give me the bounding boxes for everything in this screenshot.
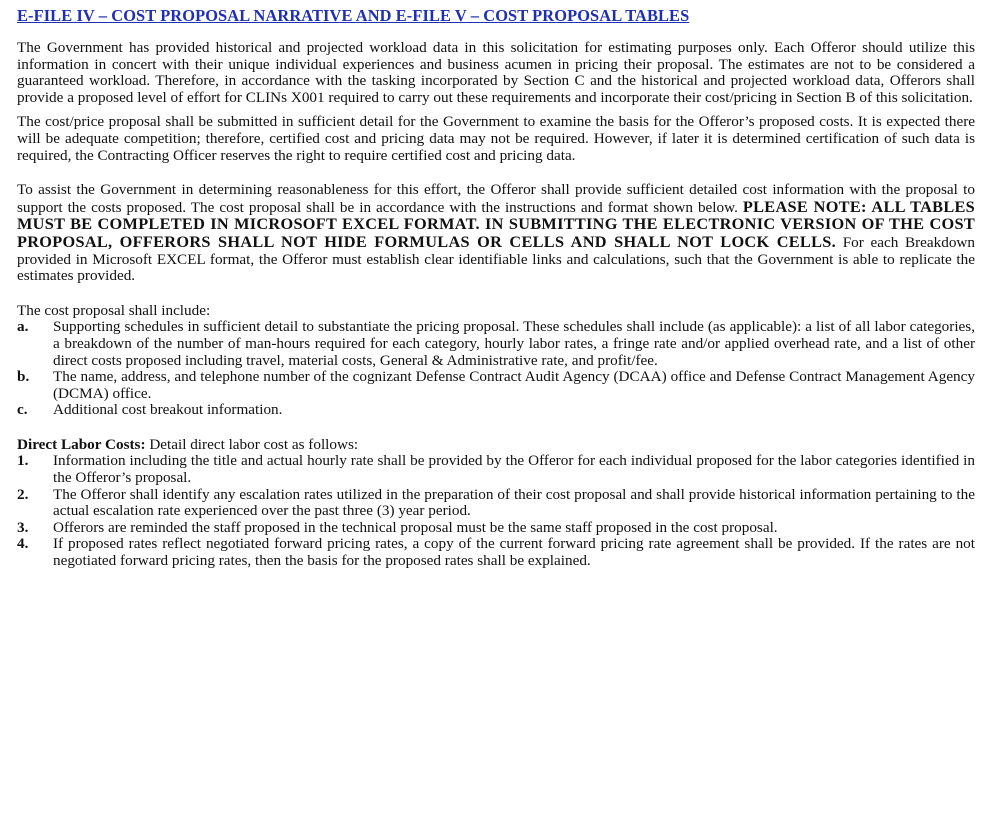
list-item-text: The name, address, and telephone number of the cognizant Defense Contract Audit Agency (DCAA) office and Defense Contract Management Agency (DCMA) office. <box>53 368 975 402</box>
list-item-text: Supporting schedules in sufficient detail to substantiate the pricing proposal. These schedules shall include (as applicable): a list of all labor categories, a breakdown of the number of man-hours required for each category, hourly labor rates, a fringe rate and/or applied overhead rate, and a list of other direct costs proposed including travel, material costs, General & Administrative rate, and profit/fee. <box>53 318 975 369</box>
assist-text-end: For each Breakdown provided in Microsoft EXCEL format, the Offeror must establish clear identifiable links and calculations, such that the Government is able to replicate the estimates provided. <box>17 233 975 285</box>
list-marker: 2. <box>17 485 29 503</box>
list-item-text: Additional cost breakout information. <box>53 401 283 419</box>
list-item-text: The Offeror shall identify any escalation rates utilized in the preparation of their cost proposal and shall provide historical information pertaining to the actual escalation rate experienced over the past three (3) year period. <box>53 485 975 520</box>
assist-text-start: To assist the Government in determining reasonableness for this effort, the Offeror shall provide sufficient detailed cost information with the proposal to support the costs proposed. The cost proposal shall be in accordance with the instructions and format shown below. <box>17 181 975 216</box>
direct-labor-label: Direct Labor Costs: <box>17 435 146 453</box>
list-marker: 3. <box>17 518 29 536</box>
include-intro: The cost proposal shall include: <box>17 301 211 319</box>
list-item <box>17 402 975 419</box>
list-marker: 4. <box>17 535 29 553</box>
list-item <box>17 536 975 569</box>
list-marker: c. <box>17 401 28 419</box>
list-item <box>17 369 975 402</box>
excel-format-notice: PLEASE NOTE: ALL TABLES MUST BE COMPLETED IN MICROSOFT EXCEL FORMAT. IN SUBMITTING THE ELECTRONIC VERSION OF THE COST PROPOSAL, OFFERORS SHALL NOT HIDE FORMULAS OR CELLS AND SHALL NOT LOCK CELLS. <box>17 196 975 251</box>
list-marker: 1. <box>17 452 29 470</box>
list-item-text: Information including the title and actual hourly rate shall be provided by the Offeror for each individual proposed for the labor categories identified in the Offeror’s proposal. <box>53 452 975 487</box>
direct-labor-intro-text: Detail direct labor cost as follows: <box>145 435 359 453</box>
section-heading: E-FILE IV – COST PROPOSAL NARRATIVE AND E-FILE V – COST PROPOSAL TABLES <box>17 6 690 25</box>
direct-labor-intro <box>17 437 975 454</box>
list-item <box>17 319 975 369</box>
list-item-text: Offerors are reminded the staff proposed in the technical proposal must be the same staff proposed in the cost proposal. <box>53 518 778 536</box>
list-item <box>17 487 975 520</box>
include-list <box>17 319 975 419</box>
paragraph-cost-price-detail: The cost/price proposal shall be submitted in sufficient detail for the Government to examine the basis for the Offeror’s proposed costs. It is expected there will be adequate competition; therefore, certified cost and pricing data may not be required. However, if later it is determined certification of such data is required, the Contracting Officer reserves the right to require certified cost and pricing data. <box>17 113 975 164</box>
paragraph-workload-data: The Government has provided historical and projected workload data in this solicitation for estimating purposes only. Each Offeror should utilize this information in concert with their unique individual experiences and business acumen in pricing their proposal. The estimates are not to be considered a guaranteed workload. Therefore, in accordance with the tasking incorporated by Section C and the historical and projected workload data, Offerors shall provide a proposed level of effort for CLINs X001 required to carry out these requirements and incorporate their cost/pricing in Section B of this solicitation. <box>17 39 975 106</box>
list-marker: b. <box>17 368 30 386</box>
list-item <box>17 520 975 537</box>
direct-labor-list <box>17 453 975 569</box>
list-marker: a. <box>17 318 29 336</box>
paragraph-assist-government <box>17 182 975 285</box>
list-item-text: If proposed rates reflect negotiated forward pricing rates, a copy of the current forward pricing rate agreement shall be provided. If the rates are not negotiated forward pricing rates, then the basis for the proposed rates shall be explained. <box>53 535 975 570</box>
list-item <box>17 453 975 486</box>
